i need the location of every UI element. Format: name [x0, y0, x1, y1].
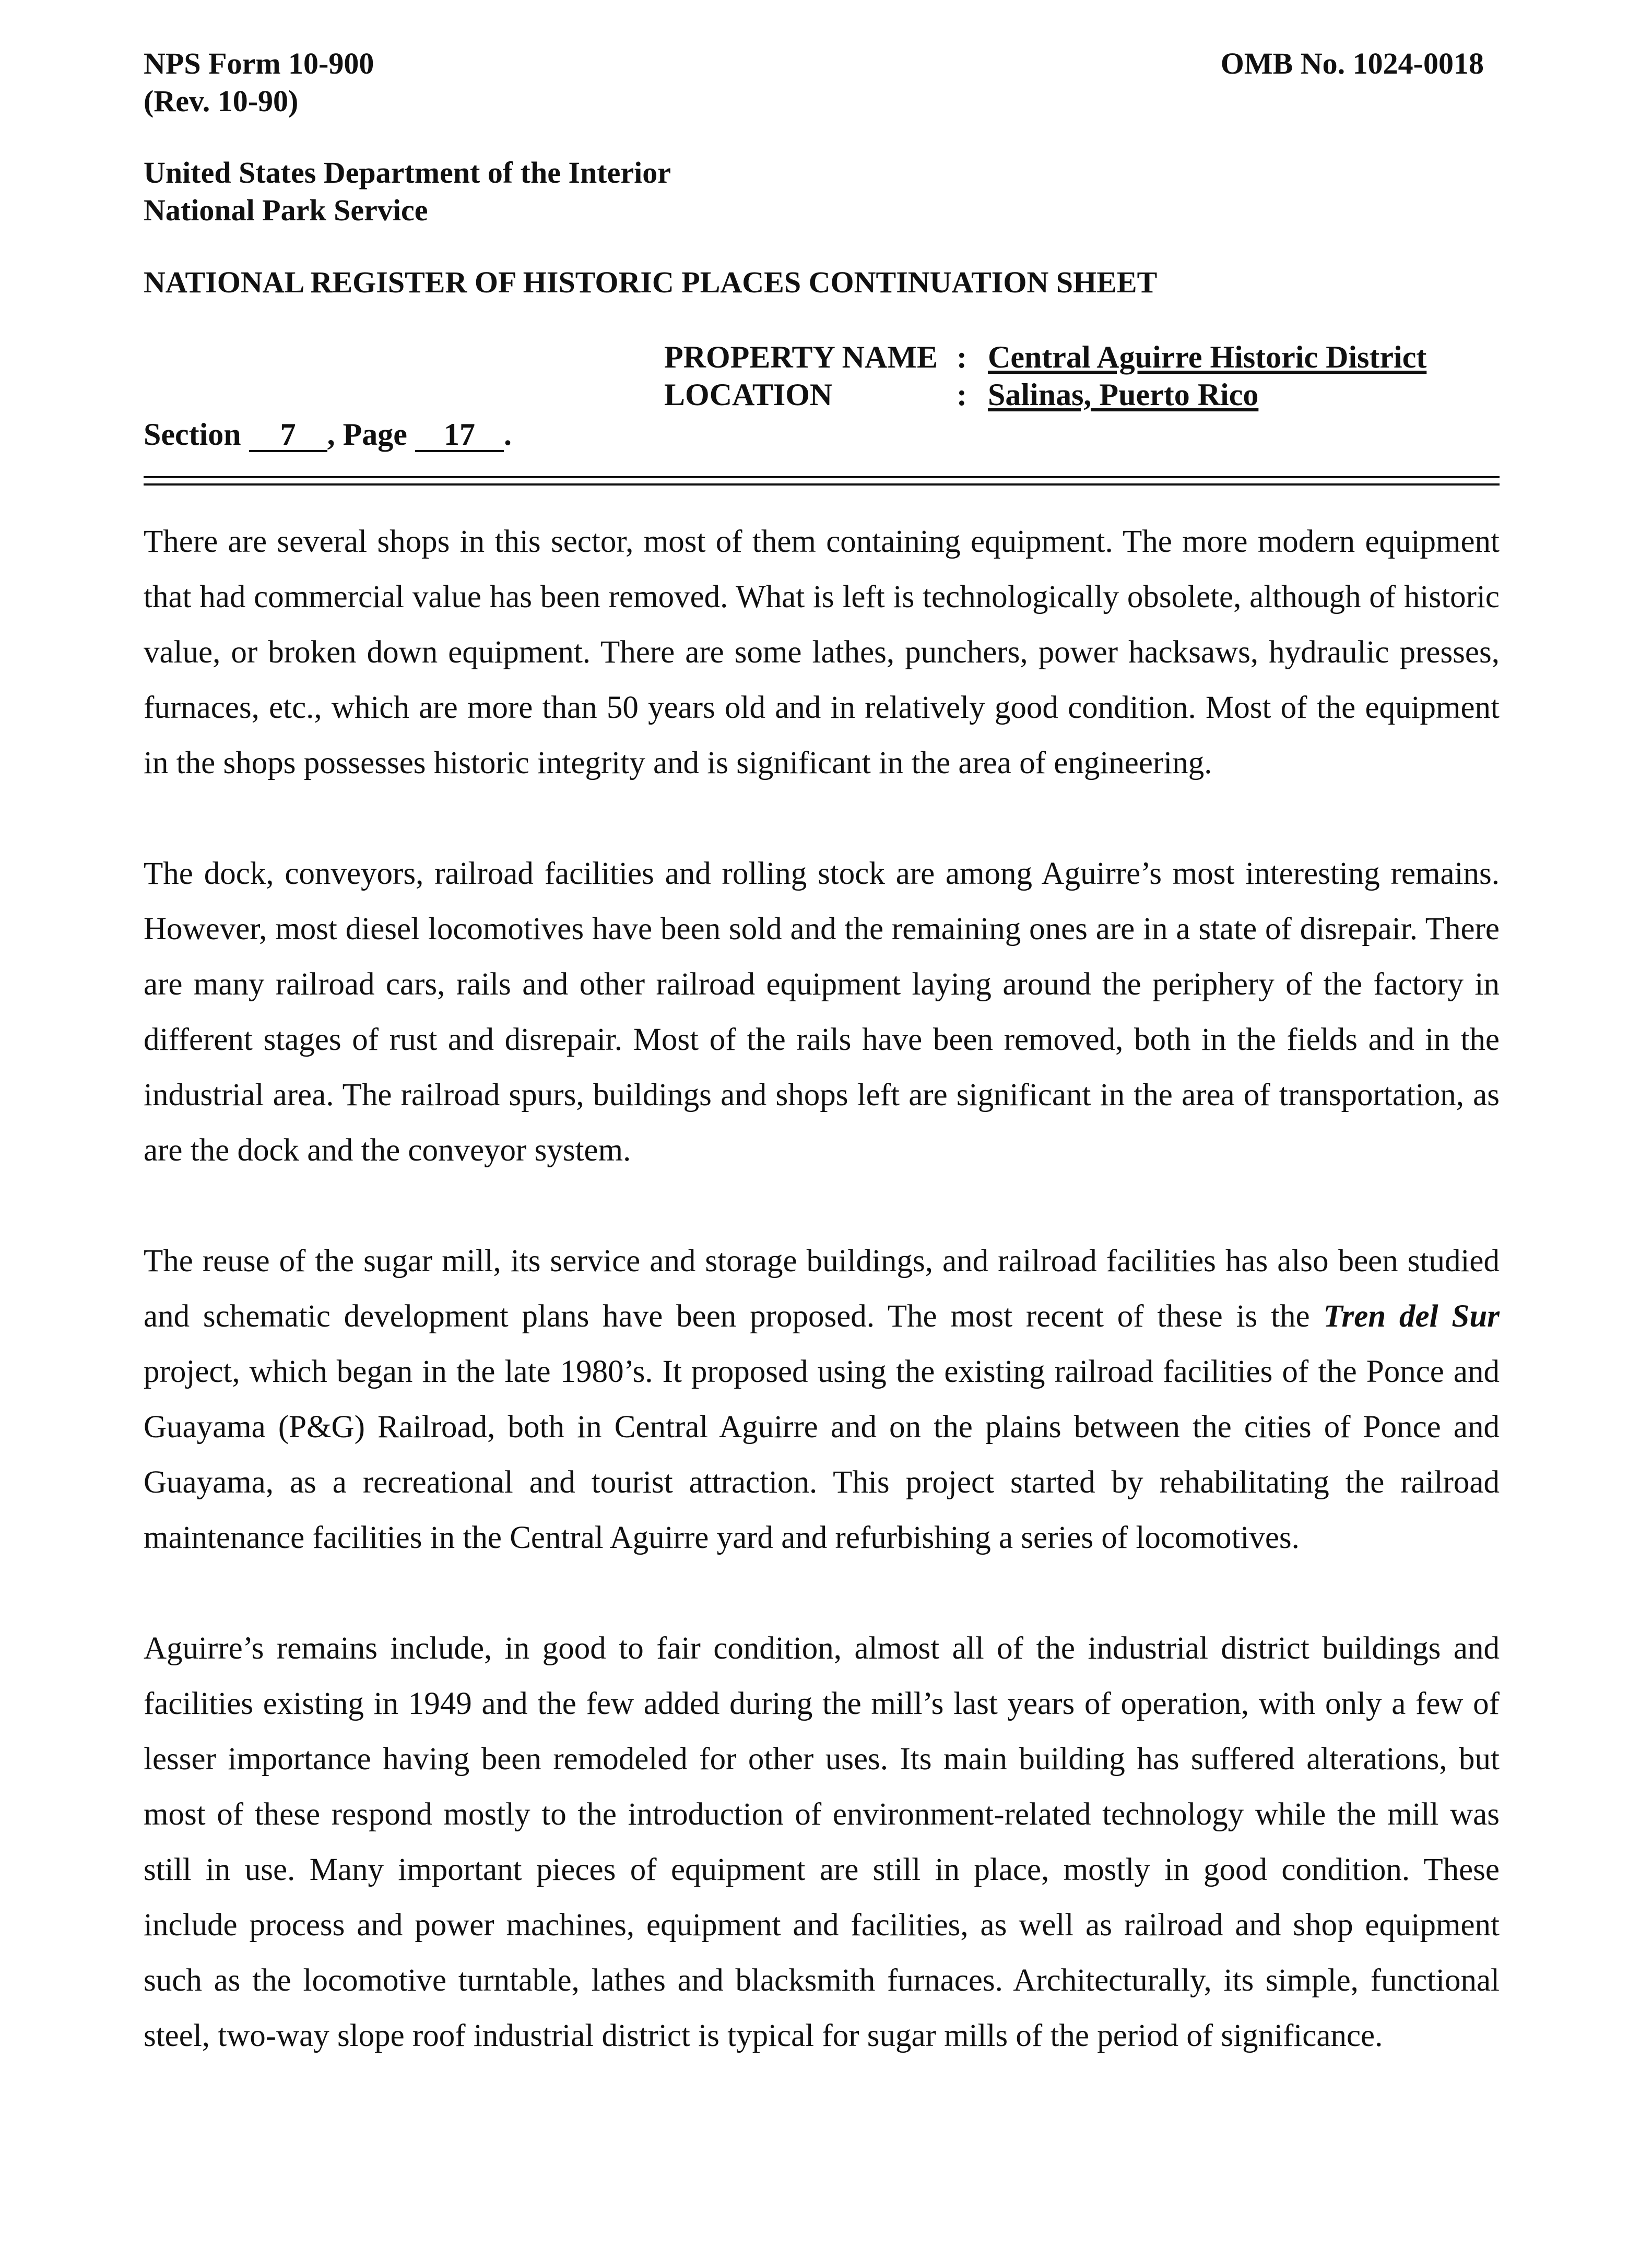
location-label: LOCATION	[664, 377, 833, 412]
paragraph-shops: There are several shops in this sector, most of them containing equipment. The more modern equipment that had commercial value has been removed. What is left is technologically obsolete, although of historic value, or broken down equipment. There are some lathes, punchers, power hacksaws, hydraulic presses, furnaces, etc., which are more than 50 years old and in relatively good condition. Most of the equipment in the shops possesses historic integrity and is significant in the area of engineering.	[144, 524, 1500, 780]
header-rule-top	[144, 476, 1500, 478]
agency-block	[144, 154, 671, 229]
omb-number: OMB No. 1024-0018	[1220, 46, 1484, 80]
service-name: National Park Service	[144, 193, 428, 227]
section-page-line: Section 7 , Page 17 .	[144, 417, 512, 452]
section-number: 7	[249, 419, 327, 452]
page-number: 17	[415, 419, 504, 452]
property-name-value: Central Aguirre Historic District	[988, 340, 1427, 374]
form-number: NPS Form 10-900	[144, 46, 374, 80]
paragraph-reuse-text-before: The reuse of the sugar mill, its service and storage buildings, and railroad facilities has also been studied and schematic development plans have been proposed. The most recent of these is the	[144, 1244, 1500, 1334]
property-name-row	[664, 338, 1426, 376]
department-name: United States Department of the Interior	[144, 156, 671, 190]
paragraph-reuse-text-after: project, which began in the late 1980’s. It proposed using the existing railroad facilities of the Ponce and Guayama (P&G) Railroad, both in Central Aguirre and on the plains between the cities of Ponce and Guayama, as a recreational and tourist attraction. This project started by rehabilitating the railroad maintenance facilities in the Central Aguirre yard and refurbishing a series of locomotives.	[144, 1354, 1500, 1555]
section-label: Section	[144, 417, 241, 452]
paragraph-remains: Aguirre’s remains include, in good to fair condition, almost all of the industrial district buildings and facilities existing in 1949 and the few added during the mill’s last years of operation, with only a few of lesser importance having been remodeled for other uses. Its main building has suffered alterations, but most of these respond mostly to the introduction of environment-related technology while the mill was still in use. Many important pieces of equipment are still in place, mostly in good condition. These include process and power machines, equipment and facilities, as well as railroad and shop equipment such as the locomotive turntable, lathes and blacksmith furnaces. Architecturally, its simple, functional steel, two-way slope roof industrial district is typical for sugar mills of the period of significance.	[144, 1631, 1500, 2053]
location-value: Salinas, Puerto Rico	[988, 377, 1259, 412]
project-name-emphasis: Tren del Sur	[1323, 1299, 1500, 1334]
location-separator: :	[957, 377, 967, 412]
property-name-separator: :	[957, 340, 967, 374]
property-name-label: PROPERTY NAME	[664, 340, 938, 374]
location-row	[664, 376, 1426, 413]
form-identifier	[144, 45, 374, 120]
body-text	[144, 514, 1500, 2064]
property-info	[664, 338, 1426, 413]
sheet-title: NATIONAL REGISTER OF HISTORIC PLACES CONTINUATION SHEET	[144, 265, 1158, 299]
header-rule-bottom	[144, 483, 1500, 486]
paragraph-reuse	[144, 1234, 1500, 1566]
paragraph-railroad: The dock, conveyors, railroad facilities and rolling stock are among Aguirre’s most interesting remains. However, most diesel locomotives have been sold and the remaining ones are in a state of disrepair. There are many railroad cars, rails and other railroad equipment laying around the periphery of the factory in different stages of rust and disrepair. Most of the rails have been removed, both in the fields and in the industrial area. The railroad spurs, buildings and shops left are significant in the area of transportation, as are the dock and the conveyor system.	[144, 856, 1500, 1168]
page-label: Page	[343, 417, 407, 452]
form-revision: (Rev. 10-90)	[144, 84, 299, 118]
